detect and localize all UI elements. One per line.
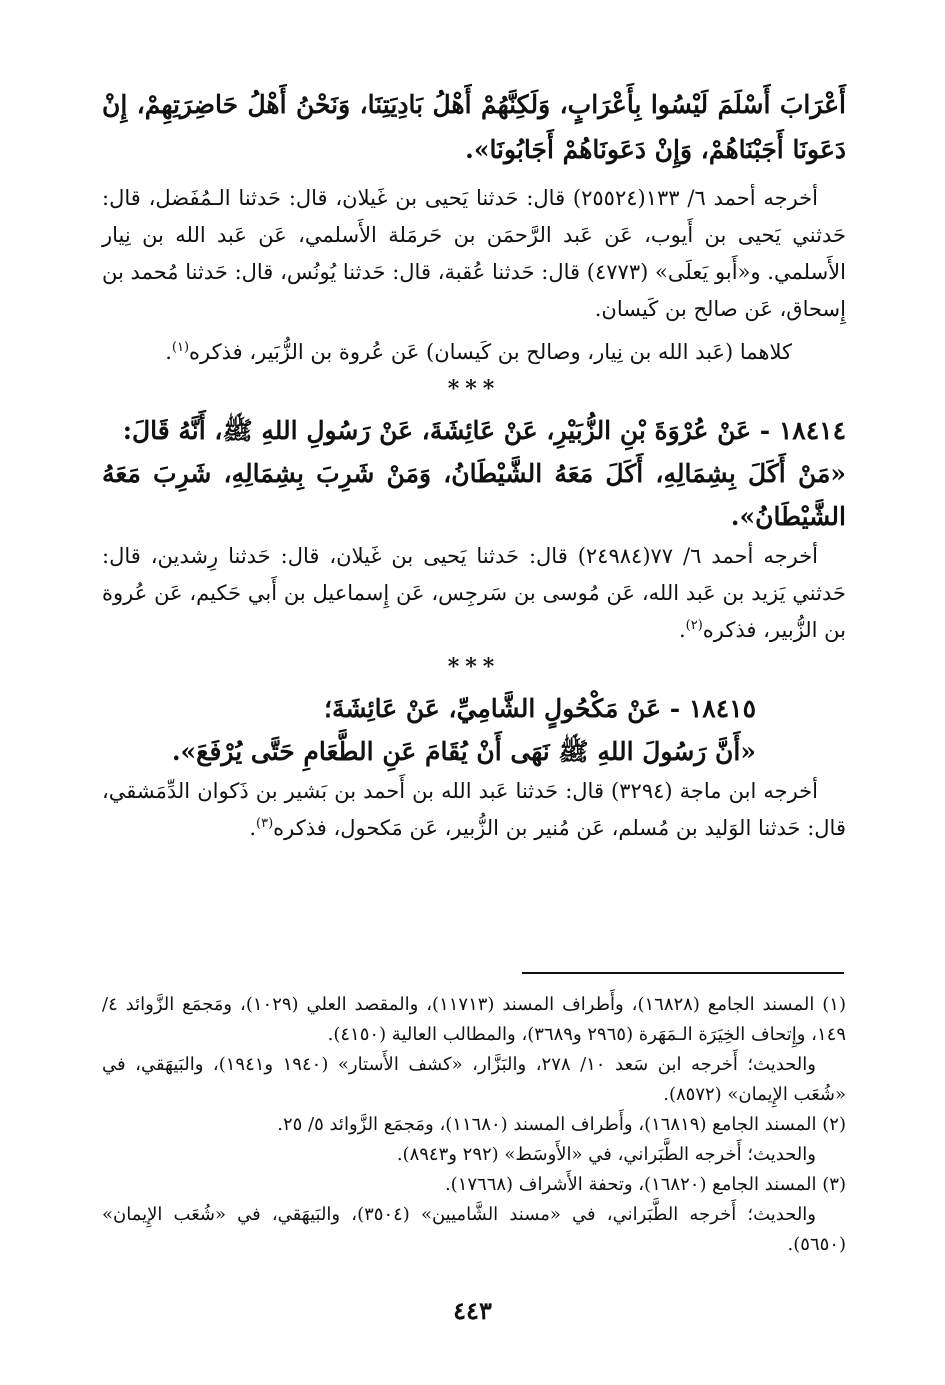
footnote-continuation: والحديث؛ أَخرجه الطَّبَراني، في «مسند الشَّاميين» (٣٥٠٤)، والبَيهَقي، في «شُعَب الإِيمان» (٥٦٥٠). [102, 1204, 846, 1255]
footnote-marker[interactable]: (١) [171, 340, 190, 355]
footnote-divider [522, 972, 844, 974]
footnote-continuation: والحديث؛ أَخرجه الطَّبَراني، في «الأَوسَط» (٢٩٢ و٨٩٤٣). [396, 1144, 816, 1165]
section-separator: *** [447, 376, 501, 402]
page-number: ٤٤٣ [453, 1296, 492, 1325]
footnote: (٢) المسند الجامع (١٦٨١٩)، وأَطراف المسند (١١٦٨٠)، ومَجمَع الزَّوائد ٥/ ٢٥. [277, 1114, 846, 1135]
hadith-text-continued: أَعْرَابَ أَسْلَمَ لَيْسُوا بِأَعْرَابٍ، وَلَكِنَّهُمْ أَهْلُ بَادِيَتِنَا، وَنَحْنُ أَهْلُ حَاضِرَتِهِمْ، إِنْ دَعَونَا أَجَبْنَاهُمْ، وَإِنْ دَعَونَاهُمْ أَجَابُونَا». [102, 90, 846, 164]
hadith-isnad: - عَنْ مَكْحُولٍ الشَّامِيِّ، عَنْ عَائِشَةَ؛ [324, 694, 681, 723]
section-separator: *** [447, 654, 501, 680]
hadith-matn: «مَنْ أَكَلَ بِشِمَالِهِ، أَكَلَ مَعَهُ الشَّيْطَانُ، وَمَنْ شَرِبَ بِشِمَالِهِ، شَرِبَ مَعَهُ الشَّيْطَانُ». [102, 459, 846, 531]
footnote-continuation: والحديث؛ أَخرجه ابن سَعد ١٠/ ٢٧٨، والبَزَّار، «كشف الأَستار» (١٩٤٠ و١٩٤١)، والبَيهَقي، في «شُعَب الإِيمان» (٨٥٧٢). [102, 1054, 846, 1105]
takhrij-text: أخرجه أحمد ٦/ ٧٧(٢٤٩٨٤) قال: حَدثنا يَحيى بن غَيلان، قال: حَدثنا رِشدين، قال: حَدثني يَزيد بن عَبد الله، عَن مُوسى بن سَرجِس، عَن إِسماعيل بن أَبي حَكيم، عَن عُروة بن الزُّبير، فذكره [102, 544, 846, 642]
takhrij-paragraph: أخرجه ابن ماجة (٣٢٩٤) قال: حَدثنا عَبد الله بن أَحمد بن بَشير بن ذَكوان الدِّمَشقي، قال: حَدثنا الوَليد بن مُسلم، عَن مُنير بن الزُّبير، عَن مَكحول، فذكره$^{(٣)}$. [102, 779, 846, 840]
hadith-number: ١٨٤١٥ [688, 694, 756, 723]
footnote-marker[interactable]: (٣) [256, 816, 274, 831]
takhrij-paragraph: أخرجه أحمد ٦/ ١٣٣(٢٥٥٢٤) قال: حَدثنا يَحيى بن غَيلان، قال: حَدثنا الـمُفَضل، قال: حَدثني يَحيى بن أَيوب، عَن عَبد الرَّحمَن بن حَرمَلة الأَسلمي، عَن عَبد الله بن نِيار الأَسلمي. و«أَبو يَعلَى» (٤٧٧٣) قال: حَدثنا عُقبة، قال: حَدثنا يُونُس، قال: حَدثنا مُحمد بن إِسحاق، عَن صالح بن كَيسان. [102, 186, 846, 321]
summary-line: كلاهما (عَبد الله بن نِيار، وصالح بن كَيسان) عَن عُروة بن الزُّبَير، فذكره$^{(١)}$. [165, 340, 792, 364]
takhrij-text: أخرجه ابن ماجة (٣٢٩٤) قال: حَدثنا عَبد الله بن أَحمد بن بَشير بن ذَكوان الدِّمَشقي، قال: حَدثنا الوَليد بن مُسلم، عَن مُنير بن الزُّبير، عَن مَكحول، فذكره [102, 779, 846, 840]
footnote: (١) المسند الجامع (١٦٨٢٨)، وأَطراف المسند (١١٧١٣)، والمقصد العلي (١٠٢٩)، ومَجمَع الزَّوائد ٤/ ١٤٩، وإِتحاف الخِيَرَة الـمَهَرة (٢٩٦٥ و٣٦٨٩)، والمطالب العالية (٤١٥٠). [102, 994, 846, 1045]
hadith-matn: «أَنَّ رَسُولَ اللهِ ﷺ نَهَى أَنْ يُقَامَ عَنِ الطَّعَامِ حَتَّى يُرْفَعَ». [171, 737, 756, 766]
takhrij-paragraph: أخرجه أحمد ٦/ ٧٧(٢٤٩٨٤) قال: حَدثنا يَحيى بن غَيلان، قال: حَدثنا رِشدين، قال: حَدثني يَزيد بن عَبد الله، عَن مُوسى بن سَرجِس، عَن إِسماعيل بن أَبي حَكيم، عَن عُروة بن الزُّبير، فذكره$^{(٢)}$. [102, 544, 846, 642]
footnote-marker[interactable]: (٢) [685, 618, 703, 633]
hadith-isnad: - عَنْ عُرْوَةَ بْنِ الزُّبَيْرِ، عَنْ عَائِشَةَ، عَنْ رَسُولِ اللهِ ﷺ، أَنَّهُ قَالَ: [122, 416, 771, 445]
hadith-heading [102, 409, 846, 452]
footnote: (٣) المسند الجامع (١٦٨٢٠)، وتحفة الأَشراف (١٧٦٦٨). [444, 1174, 846, 1195]
hadith-number: ١٨٤١٤ [778, 416, 846, 445]
hadith-heading [102, 687, 846, 730]
summary-text: كلاهما (عَبد الله بن نِيار، وصالح بن كَيسان) عَن عُروة بن الزُّبَير، فذكره [189, 340, 792, 364]
page-body [102, 82, 846, 847]
footnotes [102, 990, 846, 1260]
